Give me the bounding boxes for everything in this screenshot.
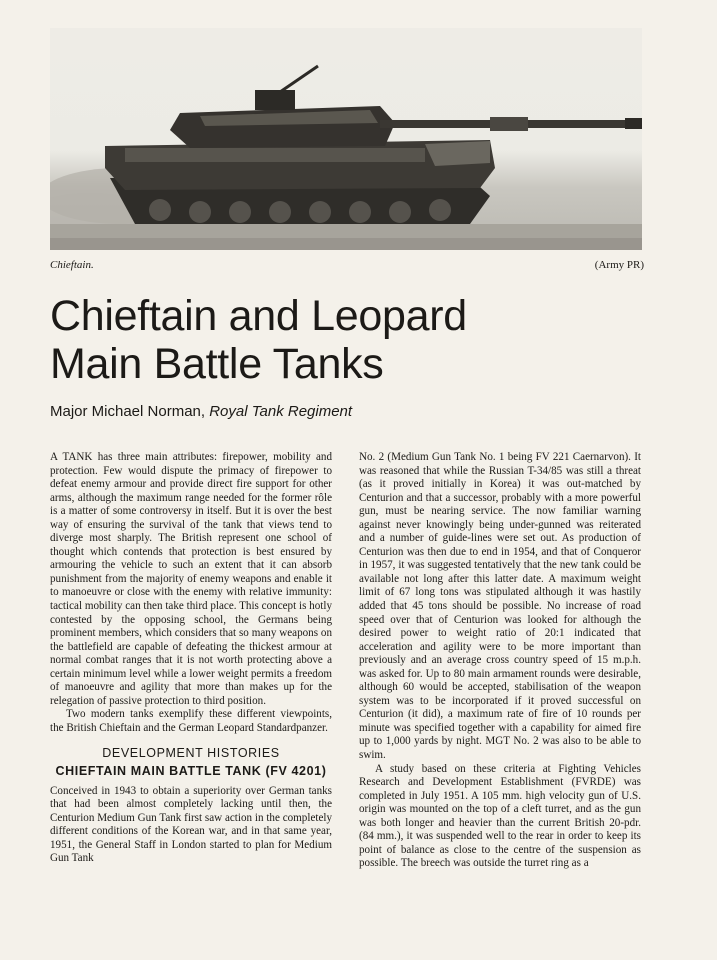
paragraph: No. 2 (Medium Gun Tank No. 1 being FV 221 Caernarvon). It was reasoned that while the Russian T-34/85 was still a threat (as it proved initially in Korea) it was out-matched by Centurion and that a successor, probably with a more powerful gun, must be nearing service. The now familiar warning against never knowingly being under-gunned was reiterated and a number of guide-lines were set out. As production of Centurion was then due to end in 1954, and that of Conqueror in 1957, it was suggested tentatively that the new tank could be available not long after this latter date. A maximum weight limit of 67 long tons was stipulated although it was hastily added that 45 tons should be possible. No increase of road speed over that of Centurion was looked for although the desired power to weight ratio of 20:1 indicated that acceleration and agility were to be more important than previously and an average cross country speed of 15 m.p.h. was asked for. Up to 80 main armament rounds were desirable, although 60 would be accepted, stabilisation of the weapon system was to be incorporated if it proved successful on Centurion (it did), a maximum rate of fire of 10 rounds per minute was specified together with a capability for aimed fire up to 1,000 yards by night. MGT No. 2 was also to be able to swim. <box>359 451 641 762</box>
paragraph: Conceived in 1943 to obtain a superiority over German tanks that had been almost completely lacking until then, the Centurion Medium Gun Tank first saw action in the completely different conditions of the Korean war, and in that same year, 1951, the General Staff in London started to plan for Medium Gun Tank <box>50 784 332 865</box>
paragraph: A TANK has three main attributes: firepower, mobility and protection. Few would dispute the primacy of firepower to defeat enemy armour and provide direct fire support for other arms, although the maximum range needed for the former rôle is a matter of some controversy in itself. But it is over the best way of ensuring the survival of the tank that views tend to diverge most sharply. The British represent one school of thought which contends that protection is best ensured by armouring the vehicle to such an extent that it can absorb punishment from the majority of enemy weapons and enable it to manoeuvre or close with the enemy with relative immunity: tactical mobility can then take third place. This concept is hotly contested by the opposing school, the Germans being prominent members, which considers that so many weapons on the battlefield are capable of defeating the thickest armour at normal combat ranges that it is not worth protecting above a certain minimum level while a lower weight permits a freedom of manoeuvre and agility that more than makes up for the relegation of passive protection to third position. <box>50 451 332 707</box>
photo-caption: Chieftain. <box>50 259 94 271</box>
author-name: Major Michael Norman, <box>50 403 206 420</box>
article-title <box>50 292 650 388</box>
section-heading: DEVELOPMENT HISTORIES <box>102 746 280 761</box>
photo-credit: (Army PR) <box>594 259 644 271</box>
title-line-2: Main Battle Tanks <box>50 340 384 388</box>
paragraph: Two modern tanks exemplify these different viewpoints, the British Chieftain and the German Leopard Standardpanzer. <box>50 708 332 734</box>
byline <box>50 403 352 420</box>
tank-photo <box>50 28 642 250</box>
right-column <box>359 451 641 871</box>
title-line-1: Chieftain and Leopard <box>50 292 467 340</box>
tank-illustration <box>50 28 642 250</box>
subsection-heading: CHIEFTAIN MAIN BATTLE TANK (FV 4201) <box>55 764 327 779</box>
paragraph: A study based on these criteria at Fighting Vehicles Research and Development Establishment (FVRDE) was completed in July 1951. A 105 mm. high velocity gun of U.S. origin was mounted on the top of a cleft turret, and as the gun was both longer and heavier than the current British 20-pdr. (84 mm.), it was suspended well to the rear in order to keep its point of balance as close to the centre of the suspension as possible. The breech was outside the turret ring as a <box>359 762 641 870</box>
left-column <box>50 451 332 866</box>
author-affiliation: Royal Tank Regiment <box>209 403 353 420</box>
